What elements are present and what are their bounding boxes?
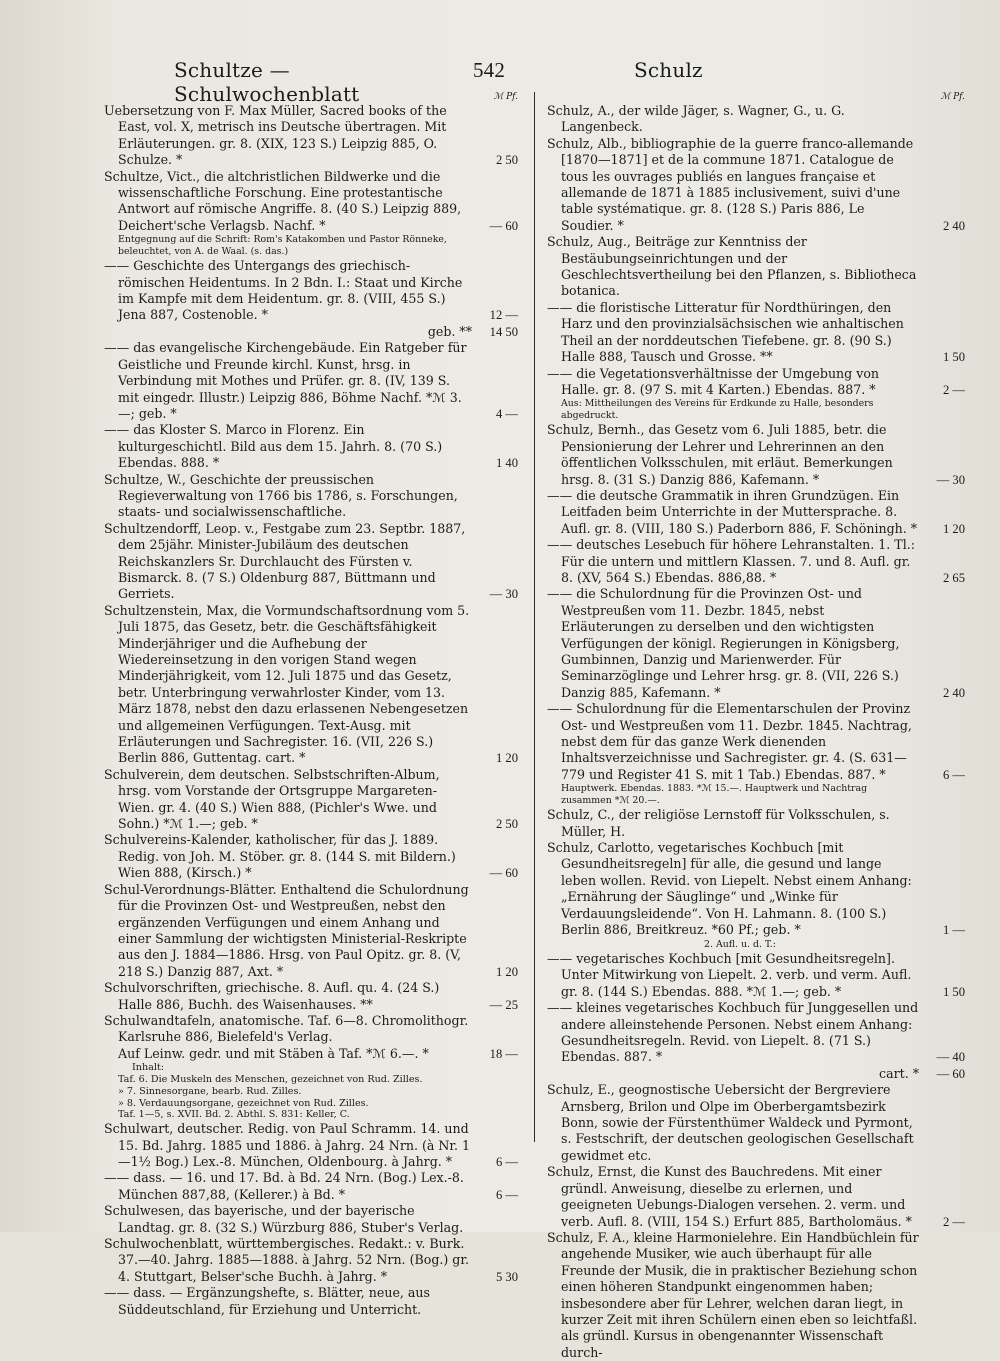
- catalog-entry: [104, 980, 518, 1013]
- entry-text: —— das Kloster S. Marco in Florenz. Ein kulturgeschichtl. Bild aus dem 15. Jahrh. 8. (70 S.) Ebendas. 888. *: [104, 422, 443, 471]
- catalog-entry: [104, 1170, 518, 1203]
- right-entries: [547, 103, 965, 1361]
- catalog-entry: [547, 807, 965, 840]
- catalog-entry: [104, 832, 518, 881]
- two-column-body: [104, 92, 966, 1361]
- entry-price: — 30: [936, 472, 965, 487]
- entry-text: —— kleines vegetarisches Kochbuch für Junggesellen und andere alleinstehende Personen. Nebst einem Anhang: Gesundheitsregeln. Revid. von Liepelt. 8. (71 S.) Ebendas. 887. *: [547, 1000, 919, 1065]
- entry-text: cart. *: [879, 1065, 919, 1081]
- entry-text: Schulz, F. A., kleine Harmonielehre. Ein Handbüchlein für angehende Musiker, wie auch überhaupt für alle Freunde der Musik, die in praktischer Beziehung schon einen höheren Standpunkt eingenommen haben; insbesondere aber für Lehrer, welchen daran liegt, in kurzer Zeit mit ihren Schülern einen eben so leichtfaßl. als gründl. Kursus in obengenannter Wissenschaft durch-: [547, 1229, 919, 1360]
- entry-text: Schulz, E., geognostische Uebersicht der Bergreviere Arnsberg, Brilon und Olpe im Oberbergamtsbezirk Bonn, sowie der Fürstenthümer Waldeck und Pyrmont, s. Festschrift, der deutschen geologischen Gesellschaft gewidmet etc.: [547, 1082, 914, 1163]
- entry-price: 2 50: [495, 153, 518, 168]
- entry-note: [547, 939, 919, 951]
- entry-price: 1 50: [942, 984, 965, 999]
- entry-text: —— die floristische Litteratur für Nordthüringen, den Harz und den provinzialsächsischen wie anhaltischen Theil an der norddeutschen Tiefebene. gr. 8. (90 S.) Halle 888, Tausch und Grosse. **: [547, 299, 904, 365]
- entry-text: Schulz, Ernst, die Kunst des Bauchredens. Mit einer gründl. Anweisung, dieselbe zu erlernen, und geeigneten Uebungs-Dialogen versehen. 2. verm. und verb. Aufl. 8. (VIII, 154 S.) Erfurt 885, Bartholomäus. *: [547, 1164, 912, 1229]
- entry-text: —— das evangelische Kirchengebäude. Ein Ratgeber für Geistliche und Freunde kirchl. Kunst, hrsg. in Verbindung mit Mothes und Prüfer. gr. 8. (IV, 139 S. mit eingedr. Illustr.) Leipzig 886, Böhme Nachf. *ℳ 3.—; geb. *: [104, 340, 467, 421]
- entry-text: —— die Schulordnung für die Provinzen Ost- und Westpreußen vom 11. Dezbr. 1845, nebst Erläuterungen zu derselben und den wichtigsten Verfügungen der königl. Regierungen in Königsberg, Gumbinnen, Danzig und Marienwerder. Für Seminarzöglinge und Lehrer hrsg. gr. 8. (VII, 226 S.) Danzig 885, Kafemann. *: [547, 586, 900, 700]
- left-entries-continued: [104, 1121, 518, 1318]
- entry-text: Schulz, C., der religiöse Lernstoff für Volksschulen, s. Müller, H.: [547, 807, 890, 839]
- entry-text: Schultze, W., Geschichte der preussischen Regieverwaltung von 1766 bis 1786, s. Forschungen, staats- und socialwissenschaftliche.: [104, 471, 458, 520]
- entry-text: —— Geschichte des Untergangs des griechisch-römischen Heidentums. In 2 Bdn. I.: Staat und Kirche im Kampfe mit dem Heidentum. gr. 8. (VIII, 455 S.) Jena 887, Costenoble. *: [104, 258, 463, 323]
- contents-line: » 7. Sinnesorgane, bearb. Rud. Zilles.: [118, 1085, 302, 1097]
- entry-text: Schul-Verordnungs-Blätter. Enthaltend die Schulordnung für die Provinzen Ost- und Westpreußen, nebst den ergänzenden Verfügungen und einem Anhang und einer Sammlung der wichtigsten Ministerial-Reskripte aus den J. 1884—1886. Hrsg. von Paul Opitz. gr. 8. (V, 218 S.) Danzig 887, Axt. *: [104, 881, 469, 979]
- catalog-entry: [547, 586, 965, 701]
- contents-line: Taf. 6. Die Muskeln des Menschen, gezeichnet von Rud. Zilles.: [118, 1073, 423, 1085]
- entry-price: — 60: [489, 218, 518, 233]
- catalog-entry: [547, 1082, 965, 1164]
- entry-price: 2 50: [495, 817, 518, 832]
- left-column: [104, 92, 534, 1361]
- catalog-entry: [104, 1121, 518, 1170]
- catalog-entry: [104, 472, 518, 521]
- entry-note: [547, 783, 919, 806]
- entry-text: —— vegetarisches Kochbuch [mit Gesundheitsregeln]. Unter Mitwirkung von Liepelt. 2. verb. und verm. Aufl. gr. 8. (144 S.) Ebendas. 888. *ℳ 1.—; geb. *: [547, 951, 912, 999]
- catalog-entry: [104, 1203, 518, 1236]
- entry-text: Schulvereins-Kalender, katholischer, für das J. 1889. Redig. von Joh. M. Stöber. gr. 8. (144 S. mit Bildern.) Wien 888, (Kirsch.) *: [104, 832, 456, 881]
- entry-text: Schulz, A., der wilde Jäger, s. Wagner, G., u. G. Langenbeck.: [547, 103, 845, 135]
- entry-price: 2 —: [942, 382, 965, 397]
- entry-price: 2 —: [942, 1214, 965, 1229]
- catalog-entry: [104, 324, 518, 340]
- catalog-entry: [547, 488, 965, 537]
- entry-price: — 40: [936, 1050, 965, 1065]
- entry-text: Schulwandtafeln, anatomische. Taf. 6—8. Chromolithogr. Karlsruhe 886, Bielefeld's Verlag.: [104, 1012, 469, 1045]
- entry-text: —— die Vegetationsverhältnisse der Umgebung von Halle. gr. 8. (97 S. mit 4 Karten.) Ebendas. 887. *: [547, 365, 880, 397]
- catalog-entry: [104, 1285, 518, 1318]
- header-left-title: Schultze — Schulwochenblatt: [174, 58, 360, 106]
- entry-text: Schulwochenblatt, württembergisches. Redakt.: v. Burk. 37.—40. Jahrg. 1885—1888. à Jahrg. 52 Nrn. (Bog.) gr. 4. Stuttgart, Belser'sche Buchh. à Jahrg. *: [104, 1235, 469, 1284]
- entry-text: Schulz, Carlotto, vegetarisches Kochbuch [mit Gesundheitsregeln] für alle, die gesund und lange leben wollen. Revid. von Liepelt. Nebst einem Anhang: „Ernährung der Säuglinge“ und „Winke für Verdauungsleidende“. Von H. Lahmann. 8. (100 S.) Berlin 886, Breitkreuz. *60 Pf.; geb. *: [547, 840, 912, 938]
- entry-text: —— dass. — 16. und 17. Bd. à Bd. 24 Nrn. (Bog.) Lex.-8. München 887,88, (Kellerer.) à Bd. *: [104, 1170, 464, 1202]
- entry-price: 2 40: [942, 218, 965, 233]
- catalog-entry: [547, 1066, 965, 1082]
- catalog-entry: [547, 300, 965, 366]
- catalog-entry: [547, 103, 965, 136]
- entry-price: 4 —: [495, 406, 518, 421]
- catalog-entry: [547, 1230, 965, 1361]
- entry-price: 5 30: [495, 1269, 518, 1284]
- catalog-entry: [104, 603, 518, 767]
- entry-text: Schultze, Vict., die altchristlichen Bildwerke und die wissenschaftliche Forschung. Eine protestantische Antwort auf römische Angriffe. 8. (40 S.) Leipzig 889, Deichert'sche Verlagsb. Nachf. *: [104, 168, 462, 233]
- catalog-entry: [104, 882, 518, 980]
- entry-price: 1 20: [495, 964, 518, 979]
- entry-text: Hauptwerk. Ebendas. 1883. *ℳ 15.—. Hauptwerk und Nachtrag zusammen *ℳ 20.—.: [561, 783, 868, 806]
- entry-price: — 60: [489, 866, 518, 881]
- catalog-entry: [547, 422, 965, 488]
- catalog-entry: [547, 840, 965, 938]
- entry-text: —— deutsches Lesebuch für höhere Lehranstalten. 1. Tl.: Für die untern und mittlern Klassen. 7. und 8. Aufl. gr. 8. (XV, 564 S.) Ebendas. 886,88. *: [547, 537, 915, 585]
- entry-text: Schulvorschriften, griechische. 8. Aufl. qu. 4. (24 S.) Halle 886, Buchh. des Waisenhauses. **: [104, 980, 440, 1012]
- catalog-entry: [547, 1000, 965, 1066]
- catalog-entry: [104, 103, 518, 169]
- entry-text: Schultzenstein, Max, die Vormundschaftsordnung vom 5. Juli 1875, das Gesetz, betr. die Geschäftsfähigkeit Minderjähriger und die Aufhebung der Wiedereinsetzung in den vorigen Stand wegen Minderjährigkeit, vom 12. Juli 1875 und das Gesetz, betr. Unterbringung verwahrloster Kinder, vom 13. März 1878, nebst den dazu erlassenen Nebengesetzen und allgemeinen Verfügungen. Text-Ausg. mit Erläuterungen und Sachregister. 16. (VII, 226 S.) Berlin 886, Guttentag. cart. *: [104, 602, 470, 766]
- entry-price: — 60: [936, 1066, 965, 1081]
- catalog-entry: [547, 366, 965, 399]
- entry-price: 1 20: [495, 751, 518, 766]
- entry-price: 1 40: [495, 456, 518, 471]
- entry-price: 1 —: [942, 923, 965, 938]
- catalog-entry: [104, 521, 518, 603]
- entry-text: —— die deutsche Grammatik in ihren Grundzügen. Ein Leitfaden beim Unterrichte in der Muttersprache. 8. Aufl. gr. 8. (VIII, 180 S.) Paderborn 886, F. Schöningh. *: [547, 487, 918, 536]
- catalog-entry: [104, 1013, 518, 1046]
- catalog-entry: [547, 701, 965, 783]
- contents-heading: Inhalt:: [132, 1062, 165, 1074]
- entry-text: geb. **: [427, 323, 472, 339]
- catalog-entry: [104, 767, 518, 833]
- entry-text: Schulverein, dem deutschen. Selbstschriften-Album, hrsg. vom Vorstande der Ortsgruppe Margareten-Wien. gr. 4. (40 S.) Wien 888, (Pichler's Wwe. und Sohn.) *ℳ 1.—; geb. *: [104, 766, 440, 832]
- entry-text: Schulz, Alb., bibliographie de la guerre franco-allemande [1870—1871] et de la commune 1871. Catalogue de tous les ouvrages publiés en langues française et allemande de 1871 à 1885 inclusivement, suivi d'une table systématique. gr. 8. (128 S.) Paris 886, Le Soudier. *: [547, 135, 914, 233]
- currency-header-left: ℳ Pf.: [493, 92, 518, 102]
- catalog-entry: [547, 951, 965, 1000]
- entry-text: 2. Aufl. u. d. T.:: [704, 938, 776, 950]
- catalog-entry: [547, 1164, 965, 1230]
- entry-text: Auf Leinw. gedr. und mit Stäben à Taf. *ℳ 6.—. *: [118, 1045, 429, 1061]
- entry-text: Schulz, Aug., Beiträge zur Kenntniss der Bestäubungseinrichtungen und der Geschlechtsvertheilung bei den Pflanzen, s. Bibliotheca botanica.: [547, 234, 917, 299]
- entry-price: 18 —: [489, 1046, 518, 1061]
- entry-price: 14 50: [489, 324, 518, 339]
- entry-note: [547, 398, 919, 421]
- entry-text: Aus: Mittheilungen des Vereins für Erdkunde zu Halle, besonders abgedruckt.: [561, 398, 874, 421]
- currency-header-right: ℳ Pf.: [940, 92, 965, 102]
- entry-price: 2 40: [942, 685, 965, 700]
- catalog-entry: [104, 340, 518, 422]
- contents-block: [104, 1062, 472, 1121]
- catalog-entry: [547, 136, 965, 234]
- contents-line: Taf. 1—5, s. XVII. Bd. 2. Abthl. S. 831: Keller, C.: [118, 1109, 350, 1121]
- entry-price: 12 —: [489, 308, 518, 323]
- left-entries: [104, 103, 518, 1062]
- entry-price: 2 65: [942, 570, 965, 585]
- entry-text: Schulwart, deutscher. Redig. von Paul Schramm. 14. und 15. Bd. Jahrg. 1885 und 1886. à Jahrg. 24 Nrn. (à Nr. 1—1½ Bog.) Lex.-8. München, Oldenbourg. à Jahrg. *: [104, 1121, 471, 1169]
- entry-text: Entgegnung auf die Schrift: Rom's Katakomben und Pastor Rönneke, beleuchtet, von A. de Waal. (s. das.): [118, 234, 447, 257]
- catalog-entry: [104, 169, 518, 235]
- entry-price: — 30: [489, 587, 518, 602]
- contents-line: » 8. Verdauungsorgane, gezeichnet von Rud. Zilles.: [118, 1097, 369, 1109]
- entry-text: Uebersetzung von F. Max Müller, Sacred books of the East, vol. X, metrisch ins Deutsche übertragen. Mit Erläuterungen. gr. 8. (XIX, 123 S.) Leipzig 885, O. Schulze. *: [104, 103, 447, 168]
- catalog-entry: [104, 1236, 518, 1285]
- entry-text: Schulwesen, das bayerische, und der bayerische Landtag. gr. 8. (32 S.) Würzburg 886, Stuber's Verlag.: [104, 1203, 464, 1235]
- entry-text: —— Schulordnung für die Elementarschulen der Provinz Ost- und Westpreußen vom 11. Dezbr. 1845. Nachtrag, nebst dem für das ganze Werk dienenden Inhaltsverzeichnisse und Sachregister. gr. 4. (S. 631—779 und Register 41 S. mit 1 Tab.) Ebendas. 887. *: [547, 701, 912, 782]
- catalog-entry: [104, 422, 518, 471]
- page-number: 542: [472, 58, 506, 82]
- entry-price: 6 —: [942, 767, 965, 782]
- catalog-entry: [547, 234, 965, 300]
- catalog-entry: [547, 537, 965, 586]
- entry-price: 1 20: [942, 521, 965, 536]
- right-column: [535, 92, 965, 1361]
- entry-price: 6 —: [495, 1187, 518, 1202]
- entry-text: —— dass. — Ergänzungshefte, s. Blätter, neue, aus Süddeutschland, für Erziehung und Unterricht.: [104, 1285, 431, 1317]
- entry-text: Schulz, Bernh., das Gesetz vom 6. Juli 1885, betr. die Pensionierung der Lehrer und Lehrerinnen an den öffentlichen Volksschulen, mit erläut. Bemerkungen hrsg. 8. (31 S.) Danzig 886, Kafemann. *: [547, 422, 893, 487]
- catalog-entry: [104, 1046, 518, 1062]
- catalog-entry: [104, 258, 518, 324]
- entry-price: 6 —: [495, 1154, 518, 1169]
- entry-text: Schultzendorff, Leop. v., Festgabe zum 23. Septbr. 1887, dem 25jähr. Minister-Jubiläum des deutschen Reichskanzlers Sr. Durchlaucht des Fürsten v. Bismarck. 8. (7 S.) Oldenburg 887, Büttmann und Gerriets.: [104, 520, 466, 602]
- entry-price: 1 50: [942, 350, 965, 365]
- header-right-title: Schulz: [634, 58, 703, 82]
- entry-price: — 25: [489, 997, 518, 1012]
- entry-note: [104, 234, 472, 257]
